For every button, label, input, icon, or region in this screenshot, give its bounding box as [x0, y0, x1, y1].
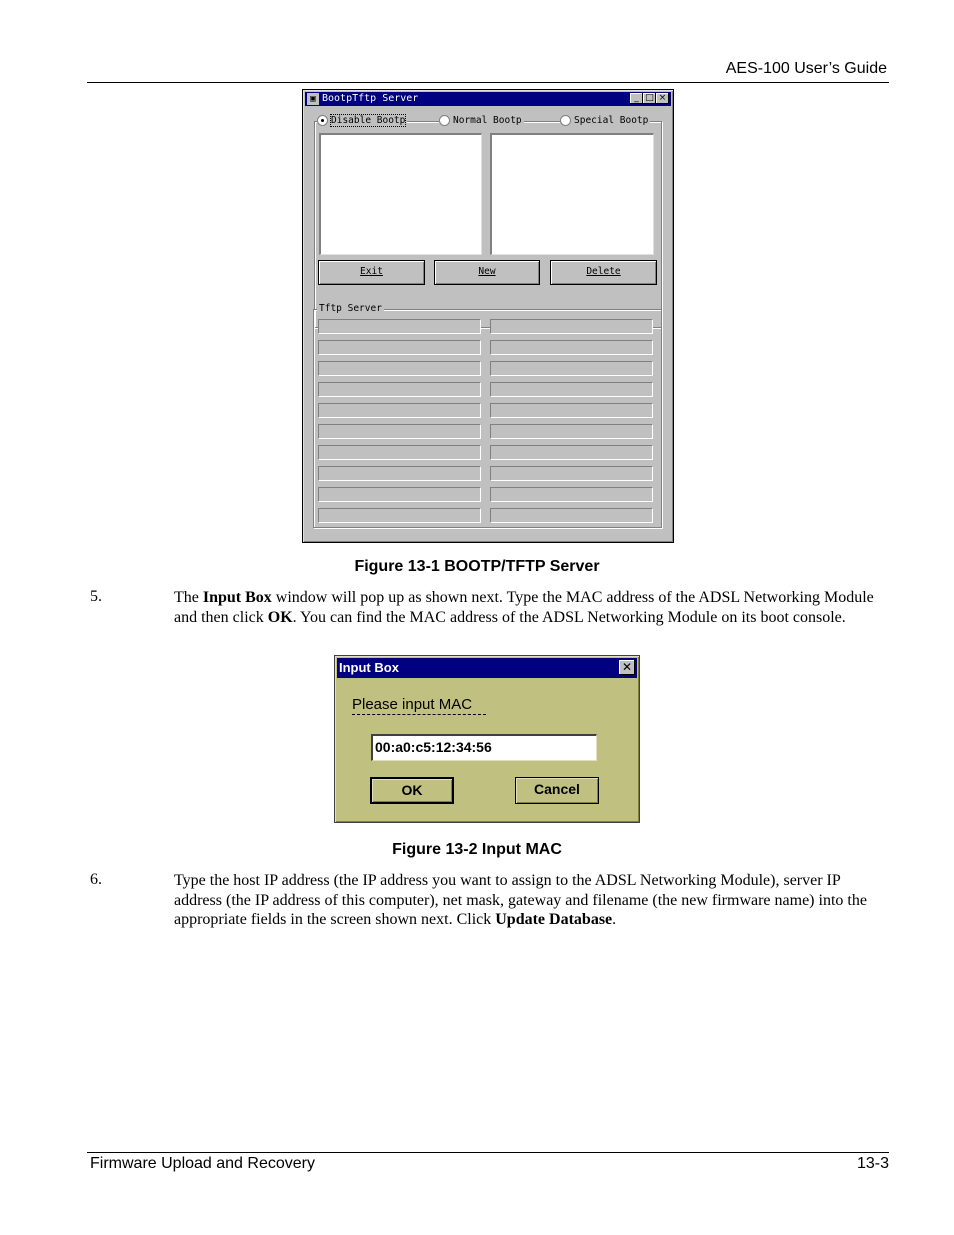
text-run: window will pop up as shown next. Type the MAC address of the ADSL Networking Module and then click — [174, 589, 874, 626]
mac-prompt: Please input MAC — [352, 696, 473, 713]
figure-caption: Figure 13-2 Input MAC — [392, 841, 562, 858]
ok-button[interactable]: OK — [370, 777, 454, 804]
new-button[interactable]: New — [434, 260, 540, 285]
step-number: 5. — [90, 588, 102, 605]
radio-normal-bootp[interactable] — [439, 115, 524, 126]
footer-section-title: Firmware Upload and Recovery — [90, 1155, 315, 1172]
app-icon: ▣ — [307, 93, 319, 105]
window-title: Input Box — [339, 660, 399, 675]
step-text — [174, 588, 886, 627]
tftp-field[interactable] — [490, 403, 653, 418]
figure-caption: Figure 13-1 BOOTP/TFTP Server — [354, 558, 600, 575]
close-icon[interactable]: × — [656, 93, 669, 104]
radio-disable-bootp[interactable] — [317, 115, 407, 126]
prompt-underline — [352, 714, 486, 715]
tftp-field[interactable] — [318, 403, 481, 418]
radio-label: Normal Bootp — [453, 115, 522, 126]
header-title: AES-100 User’s Guide — [725, 60, 887, 77]
radio-label: Special Bootp — [574, 115, 649, 126]
maximize-icon[interactable]: □ — [643, 93, 656, 104]
tftp-field[interactable] — [490, 508, 653, 523]
bold-term: Input Box — [202, 589, 272, 606]
radio-checked-icon — [317, 115, 328, 126]
cancel-button[interactable]: Cancel — [515, 777, 599, 804]
text-run: . — [612, 911, 617, 928]
tftp-field[interactable] — [318, 508, 481, 523]
tftp-field[interactable] — [490, 340, 653, 355]
tftp-field[interactable] — [318, 319, 481, 334]
tftp-field[interactable] — [318, 340, 481, 355]
text-run: Type the host IP address (the IP address you want to assign to the ADSL Networking Module), server IP address (the IP address of this computer), net mask, gateway and filename (the new firmware name) into the appropriate fields in the screen shown next. Click — [174, 872, 867, 928]
bold-term: OK — [267, 608, 293, 626]
window-titlebar[interactable] — [337, 658, 637, 678]
header-rule — [87, 82, 889, 83]
bootp-tftp-window — [302, 89, 674, 543]
tftp-field[interactable] — [318, 382, 481, 397]
radio-special-bootp[interactable] — [560, 115, 650, 126]
radio-icon — [560, 115, 571, 126]
mac-input[interactable]: 00:a0:c5:12:34:56 — [371, 734, 597, 761]
radio-label: Disable Bootp — [331, 115, 406, 126]
text-run: The — [174, 589, 203, 606]
tftp-field[interactable] — [318, 487, 481, 502]
tftp-field[interactable] — [490, 487, 653, 502]
tftp-field[interactable] — [490, 445, 653, 460]
tftp-field[interactable] — [490, 361, 653, 376]
input-box-window — [334, 655, 640, 823]
bootp-list-right[interactable] — [490, 133, 654, 255]
tftp-field[interactable] — [490, 424, 653, 439]
tftp-field[interactable] — [318, 445, 481, 460]
delete-button[interactable]: Delete — [550, 260, 657, 285]
minimize-icon[interactable]: _ — [630, 93, 643, 104]
close-icon[interactable]: ✕ — [619, 660, 635, 675]
radio-icon — [439, 115, 450, 126]
step-number: 6. — [90, 871, 102, 888]
footer-rule — [87, 1152, 889, 1153]
window-title: BootpTftp Server — [322, 93, 419, 104]
tftp-field[interactable] — [490, 466, 653, 481]
window-titlebar[interactable] — [305, 92, 671, 106]
tftp-field[interactable] — [490, 319, 653, 334]
step-text — [174, 871, 886, 930]
tftp-server-label: Tftp Server — [319, 303, 382, 314]
exit-button[interactable]: Exit — [318, 260, 425, 285]
tftp-field[interactable] — [318, 466, 481, 481]
tftp-field[interactable] — [490, 382, 653, 397]
bold-term: Update Database — [495, 911, 613, 928]
footer-page-number: 13-3 — [856, 1155, 889, 1172]
tftp-field[interactable] — [318, 361, 481, 376]
text-run: . You can find the MAC address of the ADSL Networking Module on its boot console. — [292, 608, 846, 626]
tftp-field[interactable] — [318, 424, 481, 439]
bootp-list-left[interactable] — [319, 133, 482, 255]
